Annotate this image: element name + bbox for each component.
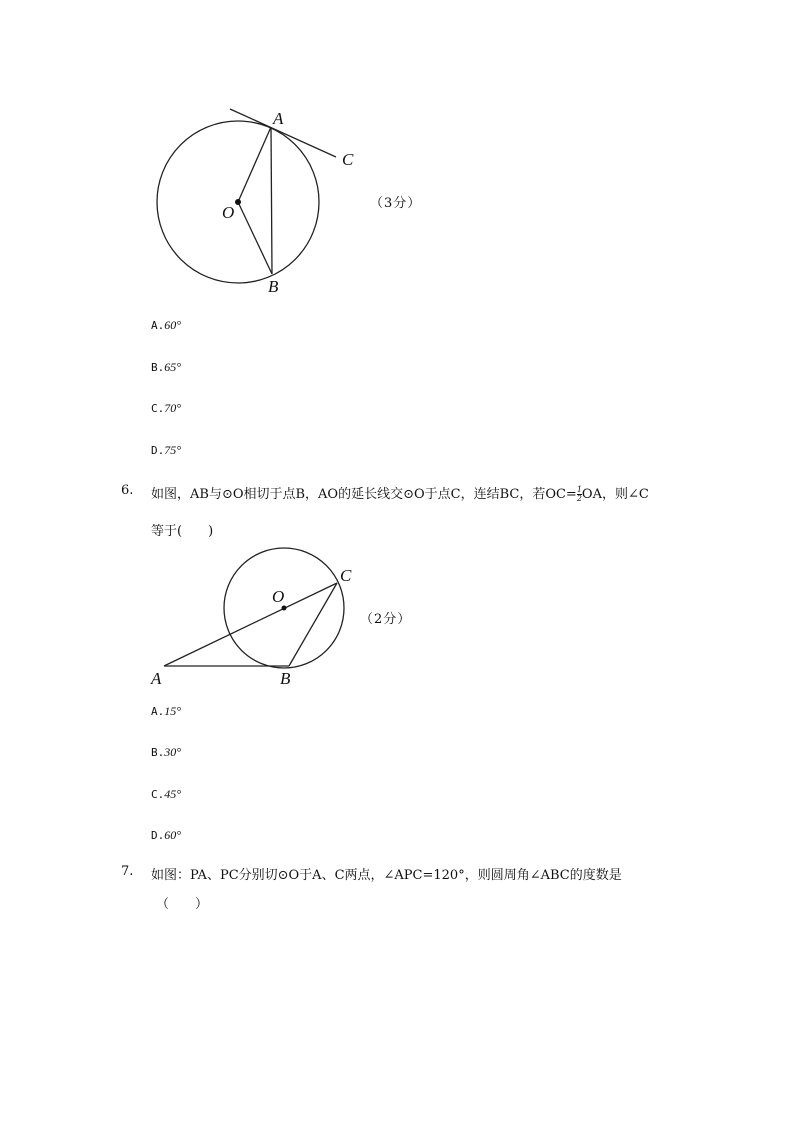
q5-option-a-value: 60° <box>164 318 182 332</box>
q6-label-c: C <box>340 566 352 585</box>
q6-secant-ac <box>164 583 337 666</box>
q6-option-c-value: 45° <box>164 787 182 801</box>
q7-text-line1: 如图：PA、PC分别切⊙O于A、C两点，∠APC=120°，则圆周角∠ABC的度数是 <box>151 868 622 883</box>
q5-option-c-letter: C. <box>151 402 165 415</box>
q6-option-a-letter: A. <box>151 705 165 718</box>
q6-score: （2分） <box>360 612 412 627</box>
q6-text-part2: OA，则∠C <box>581 487 649 502</box>
q7-number: 7. <box>121 864 134 879</box>
q5-option-b-letter: B. <box>151 361 165 374</box>
q5-option-d-value: 75° <box>164 443 182 457</box>
q5-option-d-letter: D. <box>151 444 165 457</box>
q6-option-a-value: 15° <box>164 704 182 718</box>
q6-fraction-den: 2 <box>576 494 582 503</box>
q5-label-o: O <box>222 203 235 222</box>
q5-option-a-letter: A. <box>151 319 165 332</box>
q6-text-part1: 如图，AB与⊙O相切于点B，AO的延长线交⊙O于点C，连结BC，若OC= <box>151 487 577 502</box>
q6-option-b-letter: B. <box>151 746 165 759</box>
q6-option-d-letter: D. <box>151 829 165 842</box>
q6-label-a: A <box>151 669 162 688</box>
q6-option-b[interactable] <box>151 745 181 760</box>
q6-option-d[interactable] <box>151 828 181 843</box>
q6-label-o: O <box>272 587 285 606</box>
q6-option-d-value: 60° <box>164 828 182 842</box>
q6-text-line2: 等于( ) <box>151 524 214 539</box>
q6-number: 6. <box>121 483 134 498</box>
q6-chord-bc <box>289 583 337 666</box>
q6-option-a[interactable] <box>151 704 181 719</box>
q6-option-c[interactable] <box>151 787 181 802</box>
q7-text-line2: （ ） <box>156 897 209 912</box>
q5-label-b: B <box>268 277 279 296</box>
q6-fraction-num: 1 <box>576 485 582 494</box>
q5-option-b-value: 65° <box>164 360 182 374</box>
q5-option-c-value: 70° <box>164 401 182 415</box>
q6-label-b: B <box>280 669 291 688</box>
q5-label-a: A <box>273 109 284 128</box>
q5-score: （3分） <box>370 196 422 211</box>
q6-option-b-value: 30° <box>164 745 182 759</box>
q6-option-c-letter: C. <box>151 788 165 801</box>
q5-label-c: C <box>342 150 354 169</box>
